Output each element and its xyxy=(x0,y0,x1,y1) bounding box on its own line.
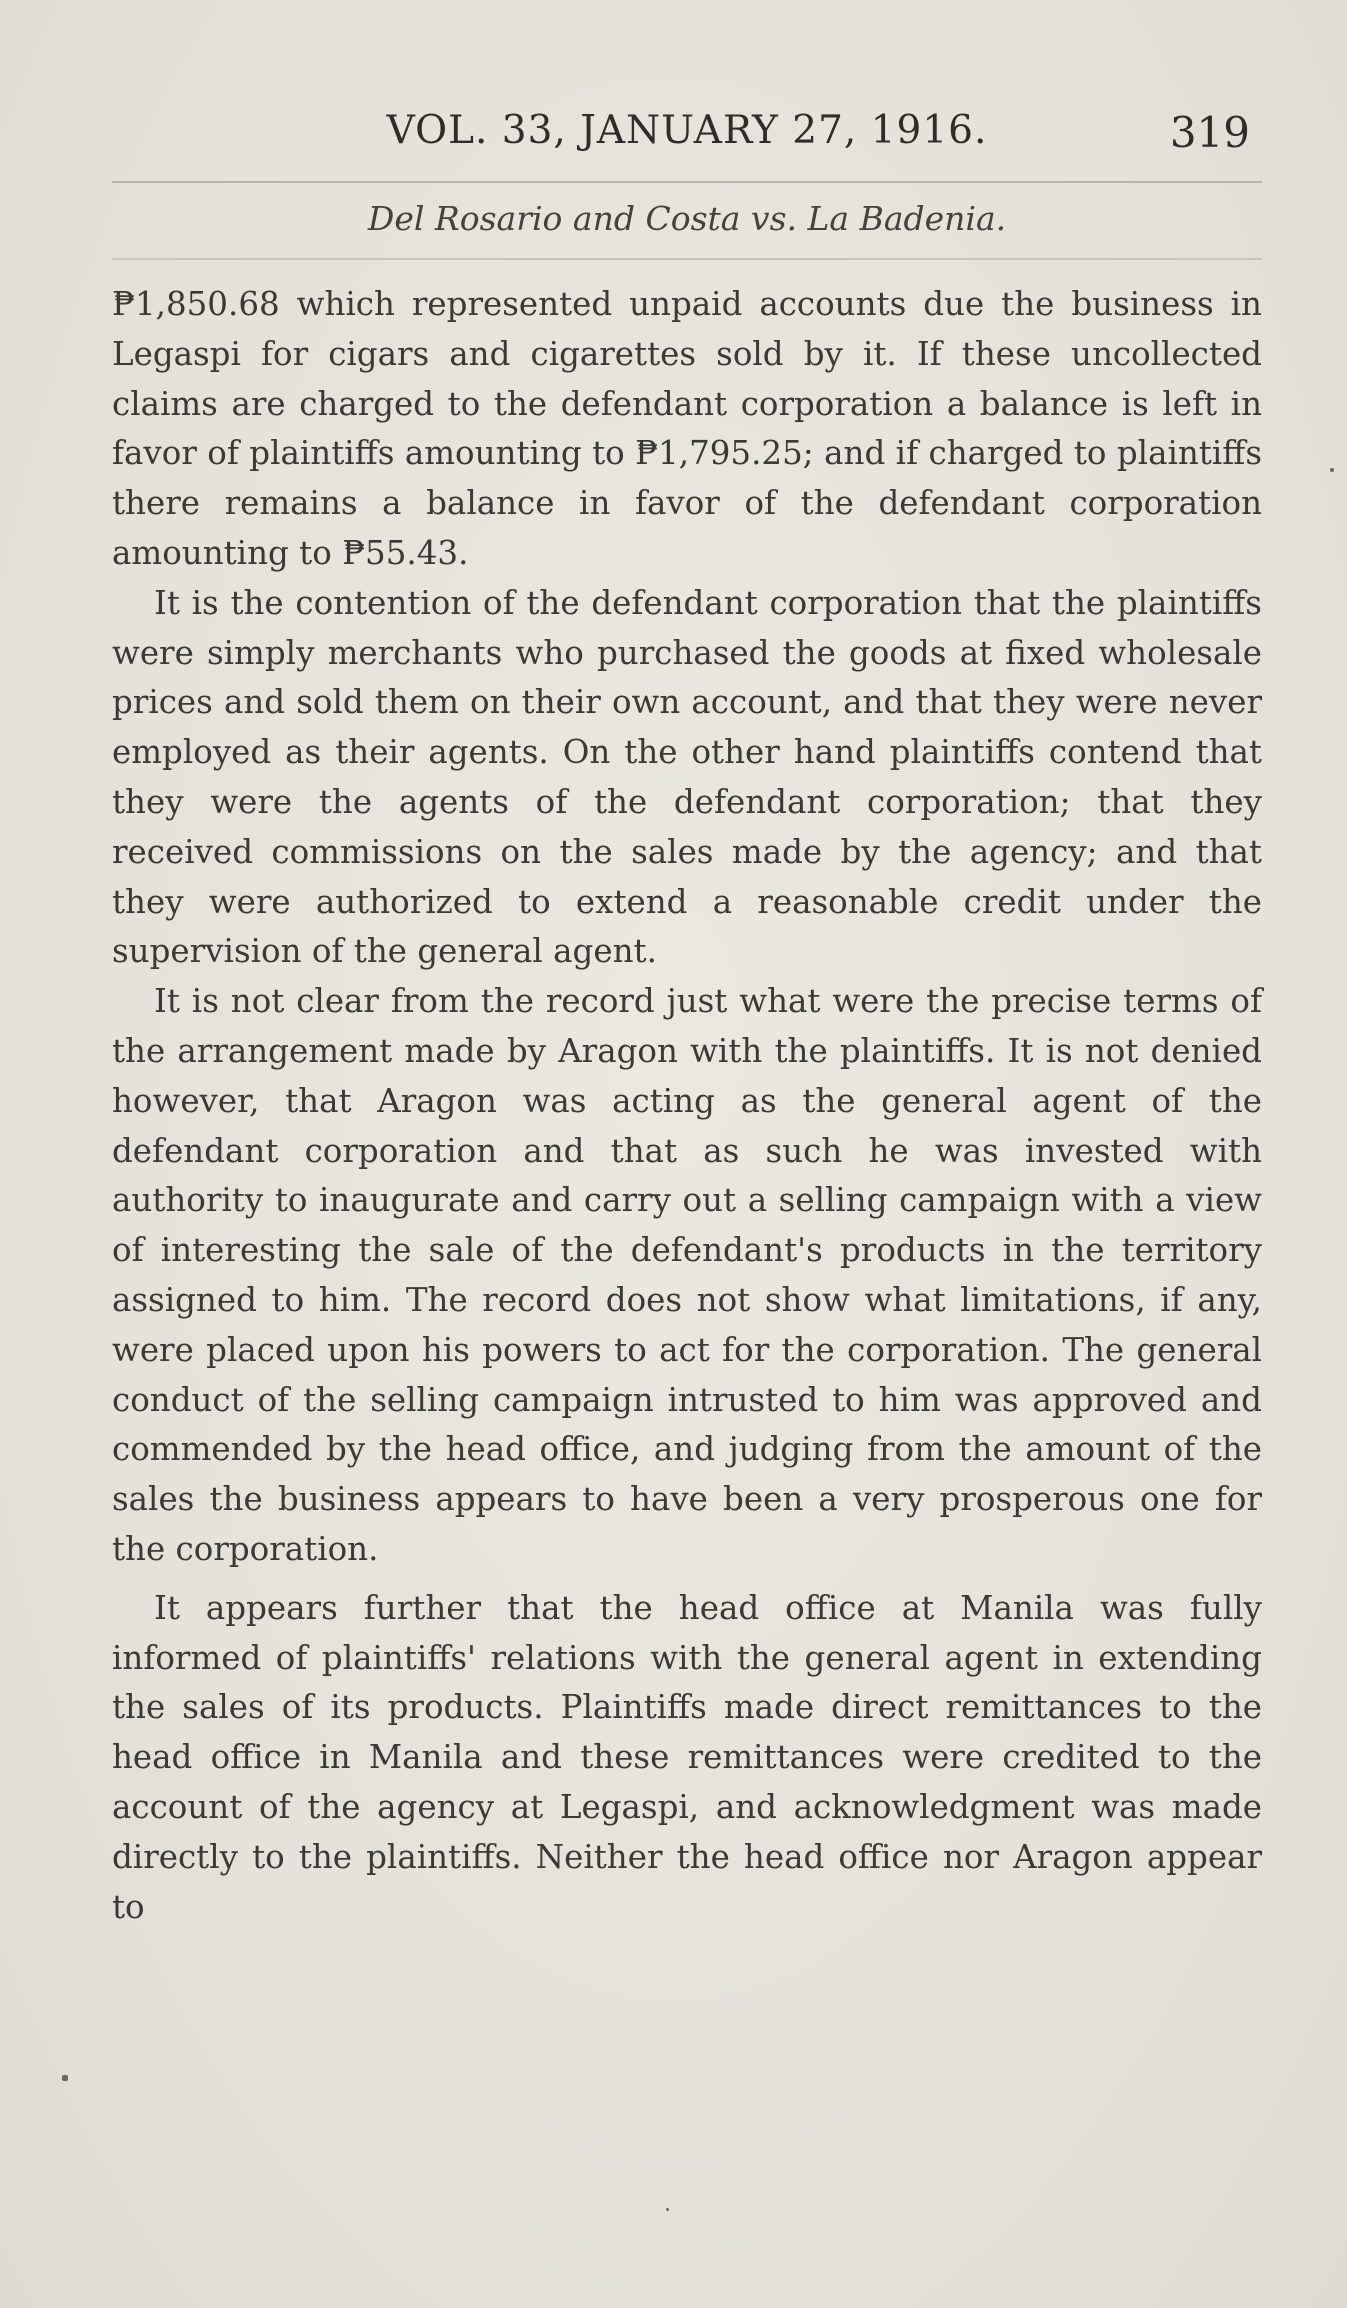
scan-speck xyxy=(666,2208,669,2211)
paragraph: It is the contention of the defendant corporation that the plaintiffs were simply merchants who purchased the goods at fixed wholesale prices and sold them on their own account, and that they were never employed as their agents. On the other hand plaintiffs contend that they were the agents of the defendant corporation; that they received commissions on the sales made by the agency; and that they were authorized to extend a reasonable credit under the supervision of the general agent. xyxy=(112,583,1262,971)
running-head xyxy=(112,108,1262,168)
body-text xyxy=(112,280,1262,1932)
paragraph: It is not clear from the record just what were the precise terms of the arrangement made by Aragon with the plaintiffs. It is not denied however, that Aragon was acting as the general agent of the defendant corporation and that as such he was invested with authority to inaugurate and carry out a selling campaign with a view of interesting the sale of the defendant's products in the territory assigned to him. The record does not show what limitations, if any, were placed upon his powers to act for the corporation. The general conduct of the selling campaign intrusted to him was approved and commended by the head office, and judging from the amount of the sales the business appears to have been a very prosperous one for the corporation. xyxy=(112,982,1262,1568)
volume-date-heading: VOL. 33, JANUARY 27, 1916. xyxy=(386,108,988,153)
scan-speck xyxy=(1330,468,1334,472)
paragraph: It appears further that the head office at Manila was fully informed of plaintiffs' relations with the general agent in extending the sales of its products. Plaintiffs made direct remittances to the head office in Manila and these remittances were credited to the account of the agency at Legaspi, and acknowledgment was made directly to the plaintiffs. Neither the head office nor Aragon appear to xyxy=(112,1588,1262,1926)
page-number: 319 xyxy=(1169,108,1250,157)
paragraph-continued: ₱1,850.68 which represented unpaid accounts due the business in Legaspi for cigars and cigarettes sold by it. If these uncollected claims are charged to the defendant corporation a balance is left in favor of plaintiffs amounting to ₱1,795.25; and if charged to plaintiffs there remains a balance in favor of the defendant corporation amounting to ₱55.43. xyxy=(112,285,1262,572)
scan-speck xyxy=(62,2075,68,2081)
header-rule-top xyxy=(112,181,1262,183)
header-rule-bottom xyxy=(112,258,1262,260)
case-title: Del Rosario and Costa vs. La Badenia. xyxy=(367,199,1007,238)
